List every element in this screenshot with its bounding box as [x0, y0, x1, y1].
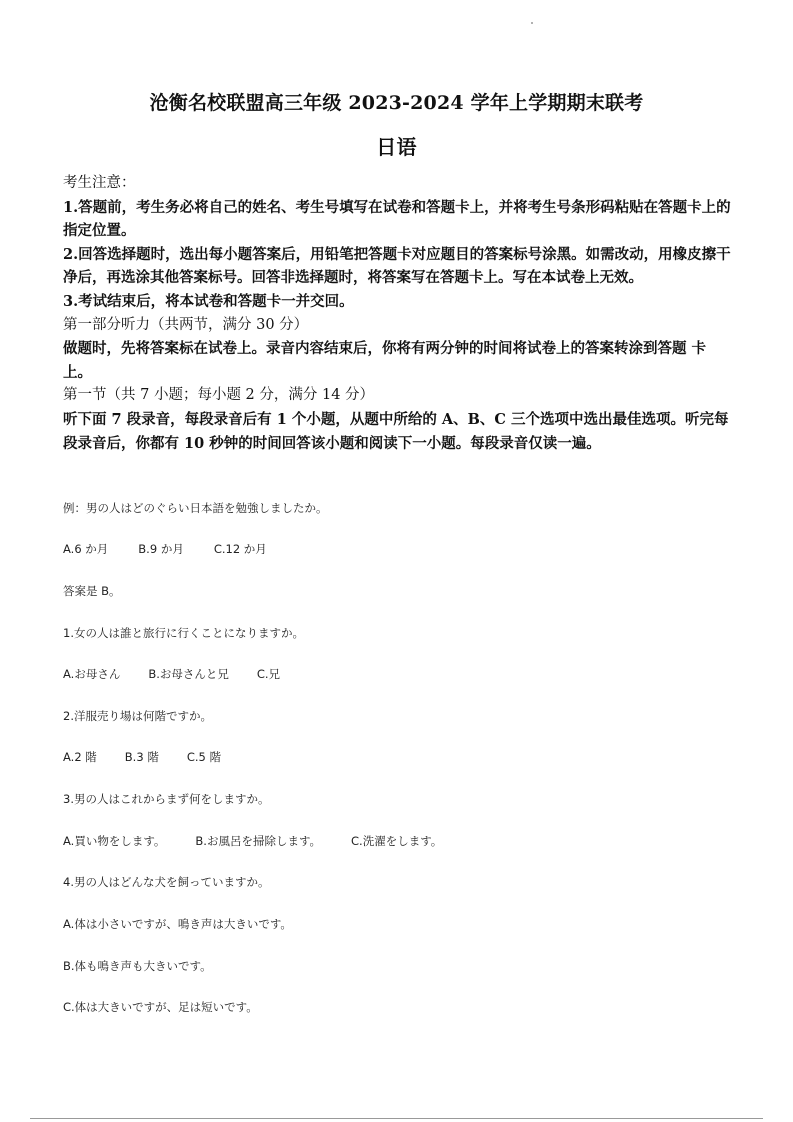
notice-item-1: 1.答题前，考生务必将自己的姓名、考生号填写在试卷和答题卡上，并将考生号条形码粘贴在答题卡上的指定位置。	[63, 198, 731, 240]
question-4-option-c: C.体は大きいですが、足は短いです。	[63, 1000, 258, 1014]
notice-heading: 考生注意：	[63, 175, 136, 191]
part1-instruction: 做题时，先将答案标在试卷上。录音内容结束后，你将有两分钟的时间将试卷上的答案转涂到答题 卡上。	[63, 340, 707, 381]
bottom-rule	[30, 1118, 763, 1119]
question-4-option-b: B.体も鳴き声も大きいです。	[63, 959, 212, 973]
question-2-options	[63, 749, 221, 765]
question-4-option-a: A.体は小さいですが、鳴き声は大きいです。	[63, 917, 292, 931]
question-4: 4.男の人はどんな犬を飼っていますか。	[63, 875, 270, 889]
question-3-options	[63, 833, 442, 849]
question-3: 3.男の人はこれからまず何をしますか。	[63, 792, 270, 806]
subject-title: 日语	[376, 135, 417, 159]
question-1-options	[63, 666, 280, 682]
option-c: C.洗濯をします。	[351, 834, 443, 848]
option-c: C.5 階	[186, 750, 221, 764]
option-c: C.12 か月	[213, 542, 267, 556]
section1-instruction: 听下面 7 段录音，每段录音后有 1 个小题，从题中所给的 A、B、C 三个选项中选出最佳选项。听完每段录音后，你都有 10 秒钟的时间回答该小题和阅读下一小题。每段录音仅读一遍。	[63, 410, 729, 452]
notice-block	[63, 172, 733, 455]
option-b: B.お風呂を掃除します。	[195, 834, 322, 848]
section1-heading: 第一节（共 7 小题；每小题 2 分，满分 14 分）	[63, 387, 375, 404]
option-a: A.買い物をします。	[63, 834, 166, 848]
speck-mark	[531, 22, 533, 24]
example-answer: 答案是 B。	[63, 584, 121, 598]
part1-heading: 第一部分听力（共两节，满分 30 分）	[63, 316, 309, 333]
option-b: B.お母さんと兄	[148, 667, 229, 681]
option-a: A.6 か月	[63, 542, 109, 556]
option-b: B.9 か月	[138, 542, 184, 556]
question-2: 2.洋服売り場は何階ですか。	[63, 709, 212, 723]
exam-title: 沧衡名校联盟高三年级 2023-2024 学年上学期期末联考	[149, 92, 644, 114]
option-b: B.3 階	[124, 750, 159, 764]
example-question: 例：男の人はどのぐらい日本語を勉強しましたか。	[63, 501, 328, 515]
notice-item-2: 2.回答选择题时，选出每小题答案后，用铅笔把答题卡对应题目的答案标号涂黑。如需改动，用橡皮擦干净后，再选涂其他答案标号。回答非选择题时，将答案写在答题卡上。写在本试卷上无效。	[63, 245, 731, 287]
option-a: A.2 階	[63, 750, 97, 764]
option-a: A.お母さん	[63, 667, 121, 681]
question-1: 1.女の人は誰と旅行に行くことになりますか。	[63, 626, 304, 640]
example-options	[63, 541, 267, 557]
notice-item-3: 3.考试结束后，将本试卷和答题卡一并交回。	[63, 292, 354, 310]
option-c: C.兄	[256, 667, 281, 681]
